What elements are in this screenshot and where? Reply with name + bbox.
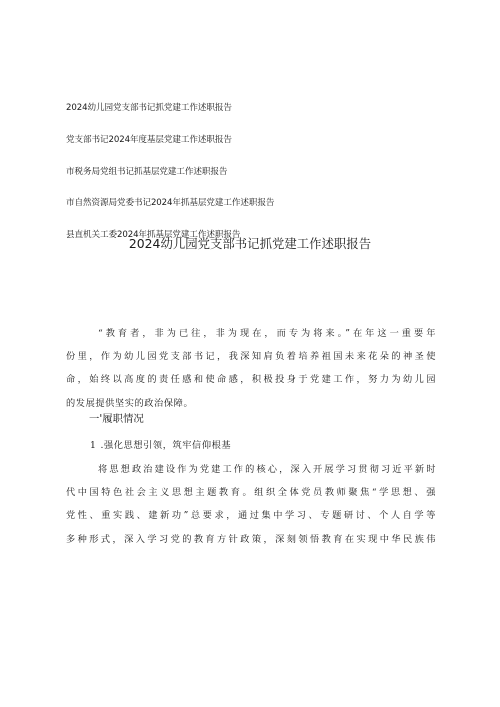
intro-line-4: 的发展提供坚实的政治保障。 — [66, 397, 194, 409]
body-line-4: 多种形式，深入学习党的教育方针政策，深刻领悟教育在实现中华民族伟 — [66, 533, 436, 545]
toc-item-1: 2024幼儿园党支部书记抓党建工作述职报告 — [66, 103, 232, 113]
subsection-heading — [90, 439, 231, 453]
subsection-number: 1 — [90, 440, 97, 451]
intro-paragraph — [66, 322, 436, 415]
body-line-2: 代中国特色社会主义思想主题教育。组织全体党员教师聚焦“学思想、强 — [66, 487, 436, 499]
section-heading: 一'履职情况 — [89, 413, 144, 425]
body-line-1: 将思想政治建设作为党建工作的核心，深入开展学习贯彻习近平新时 — [98, 464, 436, 475]
toc-item-2: 党支部书记2024年度基层党建工作述职报告 — [66, 135, 232, 145]
document-title: 2024幼儿园党支部书记抓党建工作述职报告 — [128, 236, 372, 251]
intro-line-1: “教育者，非为已往，非为现在，而专为将来。”在年这一重要年 — [98, 328, 436, 339]
body-line-3: 党性、重实践、建新功”总要求，通过集中学习、专题研讨、个人自学等 — [66, 510, 436, 522]
intro-line-3: 命，始终以高度的责任感和使命感，积极投身于党建工作，努力为幼儿园 — [66, 374, 436, 386]
toc-item-5: 县直机关工委2024年抓基层党建工作述职报告 — [66, 230, 241, 240]
body-paragraph — [66, 458, 436, 551]
toc-item-3: 市税务局党组书记抓基层党建工作述职报告 — [66, 167, 228, 177]
intro-line-2: 份里，作为幼儿园党支部书记，我深知肩负着培养祖国未来花朵的神圣使 — [66, 351, 436, 363]
toc-item-4: 市自然资源局党委书记2024年抓基层党建工作述职报告 — [66, 198, 275, 208]
subsection-title: .强化思想引领，筑牢信仰根基 — [100, 440, 232, 451]
